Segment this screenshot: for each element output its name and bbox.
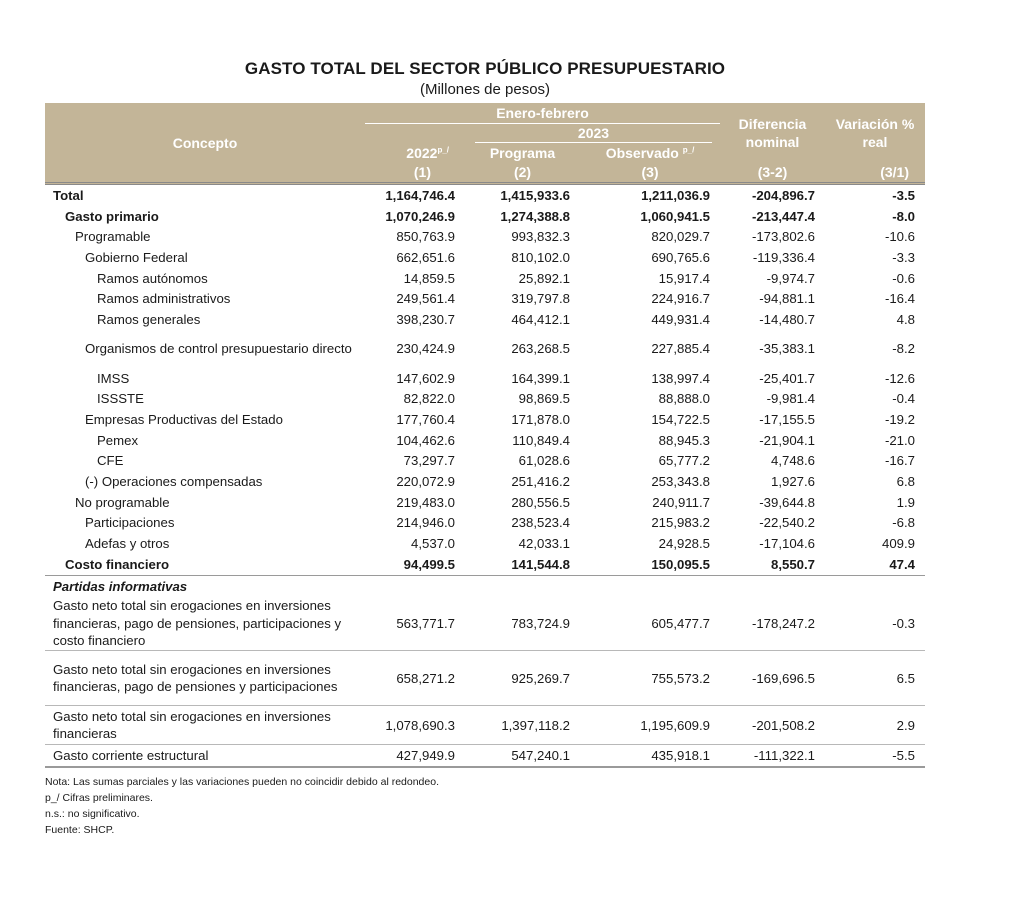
table-body xyxy=(45,184,925,768)
table-row xyxy=(45,247,925,268)
informativa-row xyxy=(45,596,925,651)
row-v2022: 177,760.4 xyxy=(396,412,455,428)
row-diferencia: -17,155.5 xyxy=(759,412,815,428)
header-num-3: (3) xyxy=(580,162,720,184)
row-concepto: Programable xyxy=(75,229,151,245)
row-programa: 110,849.4 xyxy=(512,432,570,448)
row-diferencia: -213,447.4 xyxy=(751,208,815,224)
table-row xyxy=(45,206,925,227)
row-programa: 547,240.1 xyxy=(465,745,580,767)
row-observado: 215,983.2 xyxy=(651,515,710,531)
row-observado: 755,573.2 xyxy=(580,651,720,706)
row-diferencia: -169,696.5 xyxy=(720,651,825,706)
row-concepto: ISSSTE xyxy=(97,391,144,407)
row-diferencia: -25,401.7 xyxy=(759,370,815,386)
row-programa: 1,274,388.8 xyxy=(500,208,570,224)
row-observado: 690,765.6 xyxy=(651,249,710,265)
row-concepto: Gasto corriente estructural xyxy=(45,745,365,767)
header-variacion-label: Variación % real xyxy=(835,115,915,150)
note-preliminares: p_/ Cifras preliminares. xyxy=(45,792,153,805)
row-diferencia: -35,383.1 xyxy=(759,341,815,357)
row-variacion: -8.0 xyxy=(892,208,915,224)
row-programa: 464,412.1 xyxy=(511,311,570,327)
row-v2022: 104,462.6 xyxy=(396,432,455,448)
row-programa: 280,556.5 xyxy=(511,494,570,510)
row-variacion: 6.5 xyxy=(825,651,925,706)
row-v2022: 220,072.9 xyxy=(396,474,455,490)
row-diferencia: 1,927.6 xyxy=(771,474,815,490)
row-variacion: -21.0 xyxy=(884,432,915,448)
header-num-4: (3-2) xyxy=(720,162,825,184)
row-programa: 783,724.9 xyxy=(511,615,570,631)
row-observado: 1,060,941.5 xyxy=(640,208,710,224)
row-diferencia: -111,322.1 xyxy=(720,745,825,767)
row-variacion: 47.4 xyxy=(889,556,915,572)
row-observado: 88,888.0 xyxy=(658,391,710,407)
header-diferencia-label: Diferencia nominal xyxy=(738,115,807,150)
row-variacion: -19.2 xyxy=(884,412,915,428)
row-concepto: Adefas y otros xyxy=(85,536,170,552)
row-variacion: 409.9 xyxy=(881,536,915,552)
informativa-row xyxy=(45,745,925,767)
row-variacion: -3.5 xyxy=(825,184,925,206)
row-v2022: 1,164,746.4 xyxy=(365,184,465,206)
table-row xyxy=(45,288,925,309)
row-v2022: 94,499.5 xyxy=(403,556,455,572)
row-programa: 42,033.1 xyxy=(518,536,570,552)
header-observado-label: Observado xyxy=(605,144,679,161)
table-notes xyxy=(45,774,925,838)
row-v2022: 658,271.2 xyxy=(365,651,465,706)
spending-table xyxy=(45,103,925,768)
row-concepto: Organismos de control presupuestario directo xyxy=(85,341,352,357)
header-concepto: Concepto xyxy=(45,103,365,184)
header-blank xyxy=(365,124,465,143)
row-concepto: No programable xyxy=(75,494,170,510)
informativas-heading-row xyxy=(45,575,925,596)
row-concepto: Gasto neto total sin erogaciones en inversiones financieras, pago de pensiones y participaciones xyxy=(45,651,365,706)
row-observado: 150,095.5 xyxy=(651,556,710,572)
row-diferencia: 8,550.7 xyxy=(771,556,815,572)
row-observado: 88,945.3 xyxy=(658,432,710,448)
row-variacion: -0.3 xyxy=(892,615,915,631)
row-concepto: Total xyxy=(45,184,365,206)
row-variacion: -3.3 xyxy=(892,249,915,265)
row-concepto: Pemex xyxy=(97,432,139,448)
table-row xyxy=(45,389,925,410)
row-concepto: Costo financiero xyxy=(65,556,170,572)
row-v2022: 214,946.0 xyxy=(396,515,455,531)
row-v2022: 249,561.4 xyxy=(396,291,455,307)
row-diferencia: -201,508.2 xyxy=(720,706,825,745)
note-no-significativo: n.s.: no significativo. xyxy=(45,808,140,821)
row-diferencia: -9,981.4 xyxy=(766,391,815,407)
row-observado: 449,931.4 xyxy=(651,311,710,327)
header-2022 xyxy=(365,143,465,162)
row-programa: 251,416.2 xyxy=(511,474,570,490)
row-v2022: 4,537.0 xyxy=(411,536,455,552)
row-diferencia: -14,480.7 xyxy=(759,311,815,327)
table-subtitle: (Millones de pesos) xyxy=(419,81,551,98)
row-programa: 925,269.7 xyxy=(465,651,580,706)
row-concepto: Gobierno Federal xyxy=(85,249,188,265)
row-programa: 1,415,933.6 xyxy=(465,184,580,206)
row-v2022: 230,424.9 xyxy=(396,341,455,357)
row-programa: 1,397,118.2 xyxy=(465,706,580,745)
row-diferencia: -9,974.7 xyxy=(766,270,815,286)
note-fuente: Fuente: SHCP. xyxy=(45,824,115,837)
row-concepto: (-) Operaciones compensadas xyxy=(85,474,263,490)
table-row xyxy=(45,451,925,472)
row-variacion: 4.8 xyxy=(896,311,915,327)
note-redondeo: Nota: Las sumas parciales y las variaciones pueden no coincidir debido al redondeo. xyxy=(45,776,439,789)
row-concepto: Empresas Productivas del Estado xyxy=(85,412,283,428)
row-observado: 1,211,036.9 xyxy=(580,184,720,206)
row-concepto: CFE xyxy=(97,453,124,469)
table-row xyxy=(45,184,925,206)
row-v2022: 219,483.0 xyxy=(396,494,455,510)
row-observado: 605,477.7 xyxy=(651,615,710,631)
table-row xyxy=(45,533,925,554)
row-v2022: 82,822.0 xyxy=(403,391,455,407)
row-observado: 224,916.7 xyxy=(651,291,710,307)
row-variacion: 2.9 xyxy=(825,706,925,745)
row-concepto: Ramos autónomos xyxy=(97,270,208,286)
row-variacion: -0.6 xyxy=(892,270,915,286)
header-observado-sup: p_/ xyxy=(682,144,695,154)
row-observado: 138,997.4 xyxy=(651,370,710,386)
table-title: GASTO TOTAL DEL SECTOR PÚBLICO PRESUPUESTARIO xyxy=(244,59,726,78)
informativa-row xyxy=(45,651,925,706)
row-v2022: 1,070,246.9 xyxy=(385,208,455,224)
row-variacion: -16.7 xyxy=(884,453,915,469)
row-observado: 820,029.7 xyxy=(651,229,710,245)
header-observado xyxy=(580,143,720,162)
report-container xyxy=(45,58,925,838)
row-observado: 15,917.4 xyxy=(658,270,710,286)
row-diferencia: -39,644.8 xyxy=(759,494,815,510)
table-row xyxy=(45,409,925,430)
row-observado: 435,918.1 xyxy=(580,745,720,767)
row-variacion: -0.4 xyxy=(892,391,915,407)
header-num-1: (1) xyxy=(365,162,465,184)
row-v2022: 398,230.7 xyxy=(396,311,455,327)
table-row xyxy=(45,471,925,492)
informativa-row xyxy=(45,706,925,745)
header-2022-sup: p_/ xyxy=(437,144,449,154)
row-diferencia: -178,247.2 xyxy=(751,615,815,631)
row-variacion: -6.8 xyxy=(892,515,915,531)
row-observado: 1,195,609.9 xyxy=(580,706,720,745)
table-row xyxy=(45,268,925,289)
row-concepto: IMSS xyxy=(97,370,130,386)
row-observado: 24,928.5 xyxy=(658,536,710,552)
table-header xyxy=(45,103,925,184)
row-diferencia: -204,896.7 xyxy=(720,184,825,206)
informativas-heading: Partidas informativas xyxy=(45,575,925,596)
row-variacion: -16.4 xyxy=(884,291,915,307)
table-row xyxy=(45,554,925,575)
row-programa: 61,028.6 xyxy=(518,453,570,469)
header-num-2: (2) xyxy=(465,162,580,184)
row-diferencia: -119,336.4 xyxy=(752,249,815,265)
row-v2022: 850,763.9 xyxy=(396,229,455,245)
row-v2022: 1,078,690.3 xyxy=(365,706,465,745)
row-programa: 141,544.8 xyxy=(511,556,570,572)
row-programa: 171,878.0 xyxy=(511,412,570,428)
row-observado: 154,722.5 xyxy=(651,412,710,428)
header-num-5: (3/1) xyxy=(825,162,925,184)
header-period-label: Enero-febrero xyxy=(365,103,720,124)
row-variacion: -8.2 xyxy=(892,341,915,357)
table-row xyxy=(45,226,925,247)
row-concepto: Participaciones xyxy=(85,515,175,531)
row-variacion: -10.6 xyxy=(884,229,915,245)
table-row xyxy=(45,492,925,513)
row-v2022: 73,297.7 xyxy=(403,453,455,469)
header-diferencia xyxy=(720,103,825,162)
row-variacion: 6.8 xyxy=(896,474,915,490)
row-programa: 810,102.0 xyxy=(511,249,570,265)
row-concepto: Gasto primario xyxy=(65,208,159,224)
header-2022-label: 2022 xyxy=(406,144,438,161)
row-diferencia: -21,904.1 xyxy=(759,432,815,448)
row-variacion: 1.9 xyxy=(896,494,915,510)
row-variacion: -12.6 xyxy=(884,370,915,386)
header-year-2023 xyxy=(465,124,720,143)
table-row xyxy=(45,430,925,451)
row-programa: 98,869.5 xyxy=(518,391,570,407)
row-v2022: 147,602.9 xyxy=(396,370,455,386)
row-v2022: 14,859.5 xyxy=(403,270,455,286)
row-programa: 319,797.8 xyxy=(511,291,570,307)
row-observado: 253,343.8 xyxy=(651,474,710,490)
row-observado: 240,911.7 xyxy=(652,494,710,510)
header-year-2023-label: 2023 xyxy=(475,124,712,143)
row-programa: 25,892.1 xyxy=(518,270,570,286)
header-variacion xyxy=(825,103,925,162)
row-diferencia: -22,540.2 xyxy=(759,515,815,531)
table-row xyxy=(45,330,925,368)
row-v2022: 563,771.7 xyxy=(396,615,455,631)
row-variacion: -5.5 xyxy=(825,745,925,767)
row-concepto: Ramos administrativos xyxy=(97,291,231,307)
row-observado: 65,777.2 xyxy=(658,453,710,469)
row-v2022: 427,949.9 xyxy=(365,745,465,767)
table-row xyxy=(45,368,925,389)
row-observado: 227,885.4 xyxy=(651,341,710,357)
table-row xyxy=(45,309,925,330)
row-concepto: Ramos generales xyxy=(97,311,201,327)
row-programa: 993,832.3 xyxy=(511,229,570,245)
row-programa: 164,399.1 xyxy=(511,370,570,386)
row-programa: 238,523.4 xyxy=(511,515,570,531)
row-v2022: 662,651.6 xyxy=(396,249,455,265)
row-programa: 263,268.5 xyxy=(511,341,570,357)
table-row xyxy=(45,513,925,534)
row-concepto: Gasto neto total sin erogaciones en inversiones financieras xyxy=(45,706,365,745)
row-diferencia: -17,104.6 xyxy=(759,536,815,552)
row-diferencia: -173,802.6 xyxy=(751,229,815,245)
row-concepto: Gasto neto total sin erogaciones en inversiones financieras, pago de pensiones, participaciones y costo financiero xyxy=(53,598,342,649)
header-programa: Programa xyxy=(465,143,580,162)
row-diferencia: -94,881.1 xyxy=(759,291,815,307)
row-diferencia: 4,748.6 xyxy=(771,453,815,469)
header-period xyxy=(365,103,720,124)
